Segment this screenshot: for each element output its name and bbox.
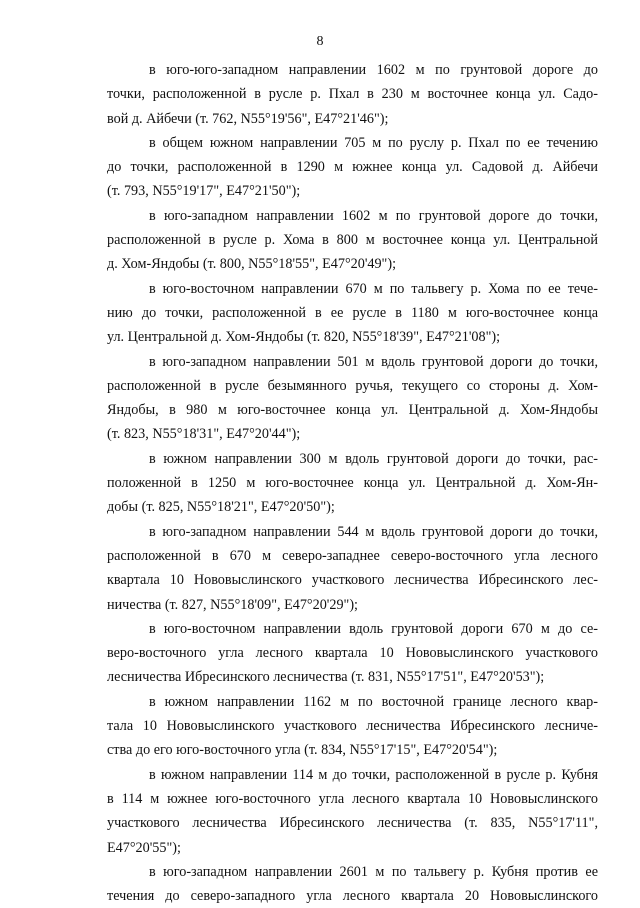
text-line: участкового лесничества Ибресинского лесничества (т. 835, N55°17'11",	[107, 815, 598, 832]
text-line: веро-восточного угла лесного квартала 10 Нововыслинского участкового	[107, 645, 598, 662]
text-line: в 114 м южнее юго-восточного угла лесного квартала 10 Нововыслинского	[107, 790, 598, 807]
text-line: в юго-западном направлении 1602 м по грунтовой дороге до точки,	[149, 207, 598, 224]
text-line: в южном направлении 1162 м по восточной границе лесного квар-	[149, 693, 598, 710]
text-line: в юго-западном направлении 544 м вдоль грунтовой дороги до точки,	[149, 523, 598, 540]
text-line: до точки, расположенной в 1290 м южнее конца ул. Садовой д. Айбечи	[107, 159, 598, 176]
text-line: в юго-восточном направлении 670 м по тальвегу р. Хома по ее тече-	[149, 280, 598, 297]
text-line: в общем южном направлении 705 м по руслу р. Пхал по ее течению	[149, 134, 598, 151]
text-line: точки, расположенной в русле р. Пхал в 230 м восточнее конца ул. Садо-	[107, 86, 598, 103]
text-line: нию до точки, расположенной в ее русле в 1180 м юго-восточнее конца	[107, 304, 598, 321]
text-line: лесничества Ибресинского лесничества (т. 831, N55°17'51", E47°20'53");	[107, 669, 545, 686]
paragraph	[107, 690, 598, 763]
paragraph	[107, 520, 598, 617]
paragraph	[107, 204, 598, 277]
text-line: (т. 823, N55°18'31", E47°20'44");	[107, 426, 301, 443]
text-line: в юго-юго-западном направлении 1602 м по грунтовой дороге до	[149, 62, 598, 78]
text-line: в юго-западном направлении 501 м вдоль грунтовой дороги до точки,	[149, 353, 598, 370]
paragraph	[107, 277, 598, 350]
text-line: ул. Центральной д. Хом-Яндобы (т. 820, N55°18'39", E47°21'08");	[107, 329, 501, 346]
paragraph	[107, 447, 598, 520]
text-line: расположенной в русле р. Хома в 800 м восточнее конца ул. Центральной	[107, 232, 598, 249]
paragraph	[107, 860, 598, 908]
text-line: E47°20'55");	[107, 839, 181, 856]
text-line: в южном направлении 114 м до точки, расположенной в русле р. Кубня	[149, 766, 598, 783]
text-line: квартала 10 Нововыслинского участкового лесничества Ибресинского лес-	[107, 572, 598, 589]
text-line: расположенной в 670 м северо-западнее северо-восточного угла лесного	[107, 547, 598, 564]
text-line: расположенной в русле безымянного ручья, текущего со стороны д. Хом-	[107, 377, 598, 394]
text-line: ства до его юго-восточного угла (т. 834, N55°17'15", E47°20'54");	[107, 742, 498, 759]
text-line: Яндобы, в 980 м юго-восточнее конца ул. Центральной д. Хом-Яндобы	[107, 402, 598, 419]
paragraph	[107, 763, 598, 860]
text-line: в юго-восточном направлении вдоль грунтовой дороги 670 м до се-	[149, 620, 598, 637]
text-line: вой д. Айбечи (т. 762, N55°19'56", E47°21'46");	[107, 110, 389, 127]
text-line: д. Хом-Яндобы (т. 800, N55°18'55", E47°20'49");	[107, 256, 397, 273]
text-line: ничества (т. 827, N55°18'09", E47°20'29");	[107, 596, 358, 613]
text-line: положенной в 1250 м юго-восточнее конца ул. Центральной д. Хом-Ян-	[107, 475, 598, 492]
paragraph	[107, 58, 598, 131]
text-line: в юго-западном направлении 2601 м по тальвегу р. Кубня против ее	[149, 863, 598, 880]
paragraph	[107, 617, 598, 690]
page-number: 8	[316, 34, 324, 49]
paragraph	[107, 350, 598, 447]
text-line: добы (т. 825, N55°18'21", E47°20'50");	[107, 499, 335, 516]
paragraph	[107, 131, 598, 204]
document-body	[107, 58, 598, 908]
text-line: тала 10 Нововыслинского участкового лесничества Ибресинского лесниче-	[107, 718, 598, 735]
text-line: в южном направлении 300 м вдоль грунтовой дороги до точки, рас-	[149, 450, 598, 467]
text-line: (т. 793, N55°19'17", E47°21'50");	[107, 183, 301, 200]
text-line: течения до северо-западного угла лесного квартала 20 Нововыслинского	[107, 888, 598, 905]
